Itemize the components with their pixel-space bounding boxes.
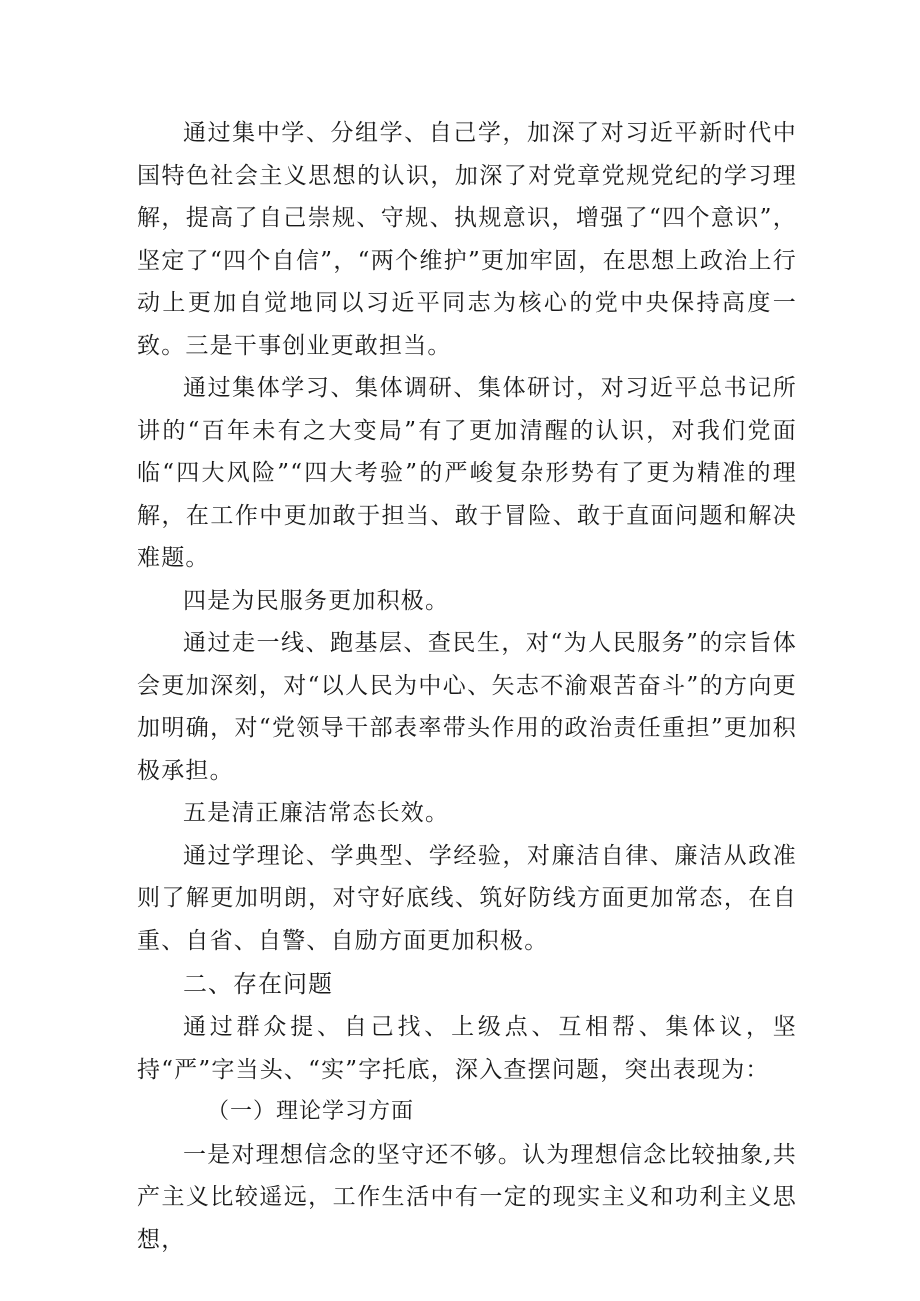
paragraph-responsibility: 通过集体学习、集体调研、集体研讨，对习近平总书记所讲的“百年未有之大变局”有了更加清醒的认识，对我们党面临“四大风险”“四大考验”的严峻复杂形势有了更为精准的理解，在工作中更加敢于担当、敢于冒险、敢于直面问题和解决难题。 bbox=[137, 375, 797, 571]
paragraph-integrity-title: 五是清正廉洁常态长效。 bbox=[183, 800, 450, 826]
paragraph-serve-people-title: 四是为民服务更加积极。 bbox=[183, 587, 450, 614]
paragraph-problems-intro: 通过群众提、自己找、上级点、互相帮、集体议，坚持“严”字当头、“实”字托底，深入查摆问题，突出表现为： bbox=[137, 1014, 797, 1083]
paragraph-integrity: 通过学理论、学典型、学经验，对廉洁自律、廉洁从政准则了解更加明朗，对守好底线、筑好防线方面更加常态，在自重、自省、自警、自励方面更加积极。 bbox=[137, 842, 797, 954]
paragraph-study-results: 通过集中学、分组学、自己学，加深了对习近平新时代中国特色社会主义思想的认识，加深了对党章党规党纪的学习理解，提高了自己崇规、守规、执规意识，增强了“四个意识”，坚定了“四个自信”，“两个维护”更加牢固，在思想上政治上行动上更加自觉地同以习近平同志为核心的党中央保持高度一致。三是干事创业更敢担当。 bbox=[137, 120, 797, 359]
paragraph-serve-people: 通过走一线、跑基层、查民生，对“为人民服务”的宗旨体会更加深刻，对“以人民为中心、矢志不渝艰苦奋斗”的方向更加明确，对“党领导干部表率带头作用的政治责任重担”更加积极承担。 bbox=[137, 630, 797, 784]
document-body bbox=[137, 112, 797, 1261]
subheading-theory-study: （一）理论学习方面 bbox=[207, 1099, 415, 1124]
paragraph-ideals-beliefs: 一是对理想信念的坚守还不够。认为理想信念比较抽象,共产主义比较遥远，工作生活中有一定的现实主义和功利主义思想， bbox=[137, 1141, 797, 1253]
section-heading-problems: 二、存在问题 bbox=[183, 970, 333, 998]
